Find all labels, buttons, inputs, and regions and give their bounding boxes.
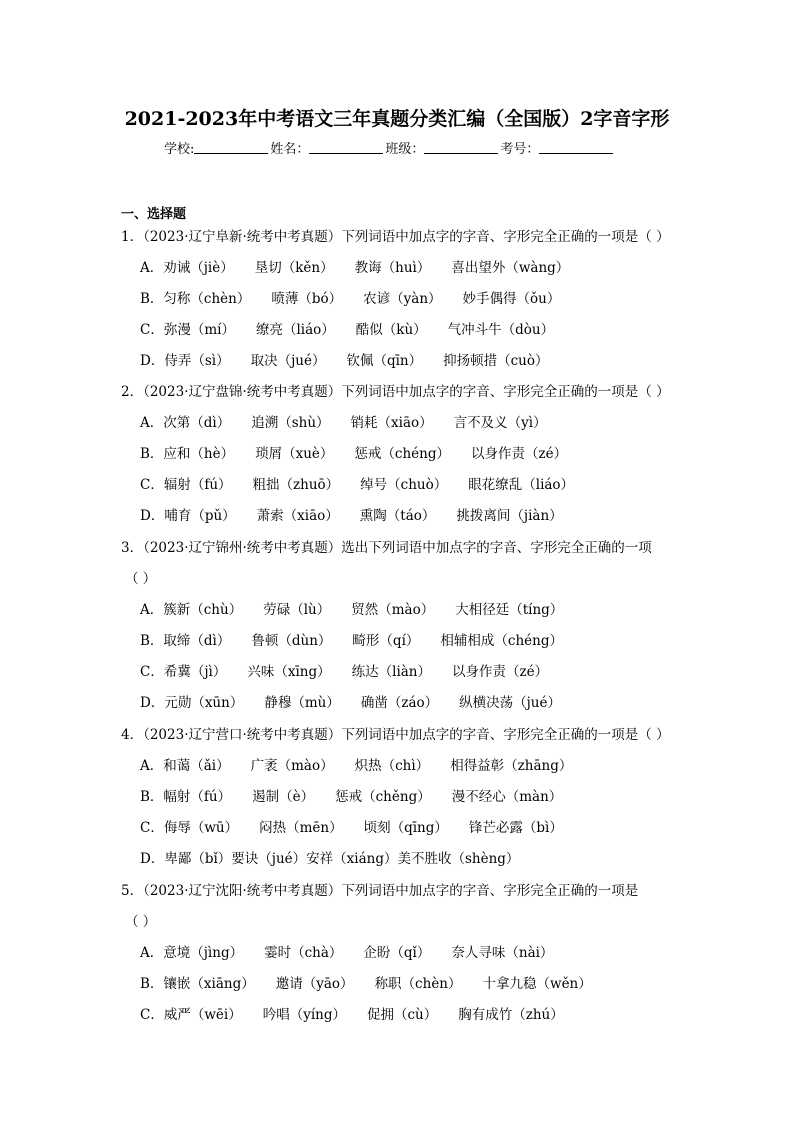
option-b: [121, 284, 681, 315]
option-item: A．劝诫（jiè）: [140, 260, 234, 276]
option-item: 缭亮（liáo）: [255, 322, 335, 338]
exam-number-blank[interactable]: [539, 141, 613, 154]
school-blank[interactable]: [194, 141, 268, 154]
option-item: 企盼（qǐ）: [363, 945, 431, 961]
class-label: 班级：: [385, 142, 425, 157]
option-item: 惩戒（chěng）: [335, 789, 431, 805]
option-item: 喷薄（bó）: [271, 291, 343, 307]
option-item: 垦切（kěn）: [254, 260, 334, 276]
option-item: A．和蔼（ǎi）: [140, 758, 230, 774]
option-item: D．元勋（xūn）: [140, 695, 244, 711]
option-d: [121, 501, 681, 532]
option-item: A．次第（dì）: [140, 415, 231, 431]
option-item: 胸有成竹（zhú）: [458, 1007, 564, 1023]
option-a: [121, 253, 681, 284]
option-item: 称职（chèn）: [374, 976, 462, 992]
option-item: 静穆（mù）: [264, 695, 340, 711]
option-item: 大相径廷（tíng）: [455, 602, 564, 618]
option-item: C．弥漫（mí）: [140, 322, 235, 338]
option-d: [121, 346, 681, 377]
option-item: 农谚（yàn）: [363, 291, 442, 307]
option-item: 漫不经心（màn）: [451, 789, 563, 805]
option-item: 钦佩（qīn）: [346, 353, 423, 369]
student-info-line: [164, 138, 615, 157]
question-stem: 5．（2023·辽宁沈阳·统考中考真题）下列词语中加点字的字音、字形完全正确的一项是: [121, 883, 639, 899]
option-item: 相辅相成（chéng）: [440, 633, 563, 649]
option-item: 纵横决荡（jué）: [459, 695, 561, 711]
option-item: 练达（liàn）: [351, 664, 432, 680]
option-item: 琐屑（xuè）: [255, 446, 334, 462]
option-a: [121, 751, 681, 782]
option-item: 妙手偶得（ǒu）: [462, 291, 561, 307]
answer-paren: （ ）: [125, 914, 157, 930]
option-b: [121, 439, 681, 470]
option-item: 劳碌（lù）: [263, 602, 331, 618]
option-item: 顷刻（qīng）: [363, 820, 448, 836]
option-item: 吟唱（yíng）: [262, 1007, 346, 1023]
option-item: 确凿（záo）: [360, 695, 439, 711]
option-item: C．威严（wēi）: [140, 1007, 242, 1023]
option-item: 酷似（kù）: [355, 322, 427, 338]
option-item: 绰号（chuò）: [360, 477, 448, 493]
class-blank[interactable]: [424, 141, 498, 154]
option-a: [121, 408, 681, 439]
option-b: [121, 626, 681, 657]
option-item: 霎时（chà）: [264, 945, 343, 961]
option-item: 相得益彰（zhāng）: [450, 758, 573, 774]
question-stem: 3．（2023·辽宁锦州·统考中考真题）选出下列词语中加点字的字音、字形完全正确的一项: [121, 540, 652, 556]
option-item: 鲁顿（dùn）: [251, 633, 332, 649]
option-item: 教诲（huì）: [354, 260, 431, 276]
option-item: 取决（jué）: [250, 353, 326, 369]
question-5: [121, 876, 681, 1031]
option-item: C．辐射（fú）: [140, 477, 232, 493]
option-item: 畸形（qí）: [352, 633, 420, 649]
section-heading: 一、选择题: [121, 207, 187, 222]
school-label: 学校:: [164, 142, 195, 157]
document-title: 2021-2023年中考语文三年真题分类汇编（全国版）2字音字形: [124, 108, 670, 130]
option-a: [121, 938, 681, 969]
option-item: 言不及义（yì）: [453, 415, 547, 431]
option-item: B．幅射（fú）: [140, 789, 232, 805]
question-stem: 2．（2023·辽宁盘锦·统考中考真题）下列词语中加点字的字音、字形完全正确的一项是（ ）: [121, 384, 670, 400]
option-c: [121, 470, 681, 501]
option-item: 十拿九稳（wěn）: [482, 976, 592, 992]
option-item: 以身作责（zé）: [452, 664, 549, 680]
option-item: B．匀称（chèn）: [140, 291, 251, 307]
answer-paren: （ ）: [125, 571, 157, 587]
option-c: [121, 315, 681, 346]
option-item: 喜出望外（wàng）: [451, 260, 570, 276]
option-item: B．镶嵌（xiāng）: [140, 976, 255, 992]
question-1: [121, 222, 681, 377]
option-item: 惩戒（chéng）: [354, 446, 451, 462]
question-stem: 1．（2023·辽宁阜新·统考中考真题）下列词语中加点字的字音、字形完全正确的一项是（ ）: [121, 229, 670, 245]
name-label: 姓名：: [270, 142, 310, 157]
option-c: [121, 657, 681, 688]
option-b: [121, 782, 681, 813]
option-item: 促拥（cù）: [366, 1007, 438, 1023]
option-d: [121, 688, 681, 719]
option-item: D．卑鄙（bǐ）要诀（jué）安祥（xiáng）美不胜收（shèng）: [140, 851, 520, 867]
option-item: 以身作责（zé）: [471, 446, 568, 462]
question-2: [121, 377, 681, 532]
option-item: 销耗（xiāo）: [350, 415, 433, 431]
option-b: [121, 969, 681, 1000]
option-item: A．意境（jìng）: [140, 945, 244, 961]
option-item: B．取缔（dì）: [140, 633, 231, 649]
question-3: [121, 533, 681, 719]
option-item: 遏制（è）: [252, 789, 315, 805]
option-item: 邀请（yāo）: [275, 976, 354, 992]
option-item: 炽热（chì）: [354, 758, 430, 774]
option-item: A．簇新（chù）: [140, 602, 243, 618]
option-item: 萧索（xiāo）: [256, 508, 339, 524]
option-item: 粗拙（zhuō）: [252, 477, 340, 493]
exam-number-label: 考号：: [500, 142, 540, 157]
option-item: 熏陶（táo）: [359, 508, 436, 524]
option-item: 兴味（xīng）: [247, 664, 331, 680]
option-item: C．希冀（jì）: [140, 664, 227, 680]
option-item: B．应和（hè）: [140, 446, 235, 462]
option-item: 广袤（mào）: [250, 758, 334, 774]
question-4: [121, 720, 681, 875]
option-item: 奈人寻味（nài）: [451, 945, 554, 961]
option-item: 气冲斗牛（dòu）: [447, 322, 555, 338]
option-item: 闷热（mēn）: [259, 820, 343, 836]
option-item: D．侍弄（sì）: [140, 353, 230, 369]
option-a: [121, 595, 681, 626]
name-blank[interactable]: [309, 141, 383, 154]
option-item: 锋芒必露（bì）: [468, 820, 563, 836]
option-item: 贸然（mào）: [351, 602, 435, 618]
question-stem: 4．（2023·辽宁营口·统考中考真题）下列词语中加点字的字音、字形完全正确的一项是（ ）: [121, 727, 670, 743]
option-item: D．哺育（pǔ）: [140, 508, 236, 524]
option-item: 抑扬顿措（cuò）: [443, 353, 549, 369]
option-c: [121, 813, 681, 844]
option-item: C．侮辱（wū）: [140, 820, 239, 836]
option-d: [121, 844, 681, 875]
option-c: [121, 1000, 681, 1031]
option-item: 挑拨离间（jiàn）: [456, 508, 563, 524]
option-item: 追溯（shù）: [251, 415, 330, 431]
option-item: 眼花缭乱（liáo）: [468, 477, 575, 493]
